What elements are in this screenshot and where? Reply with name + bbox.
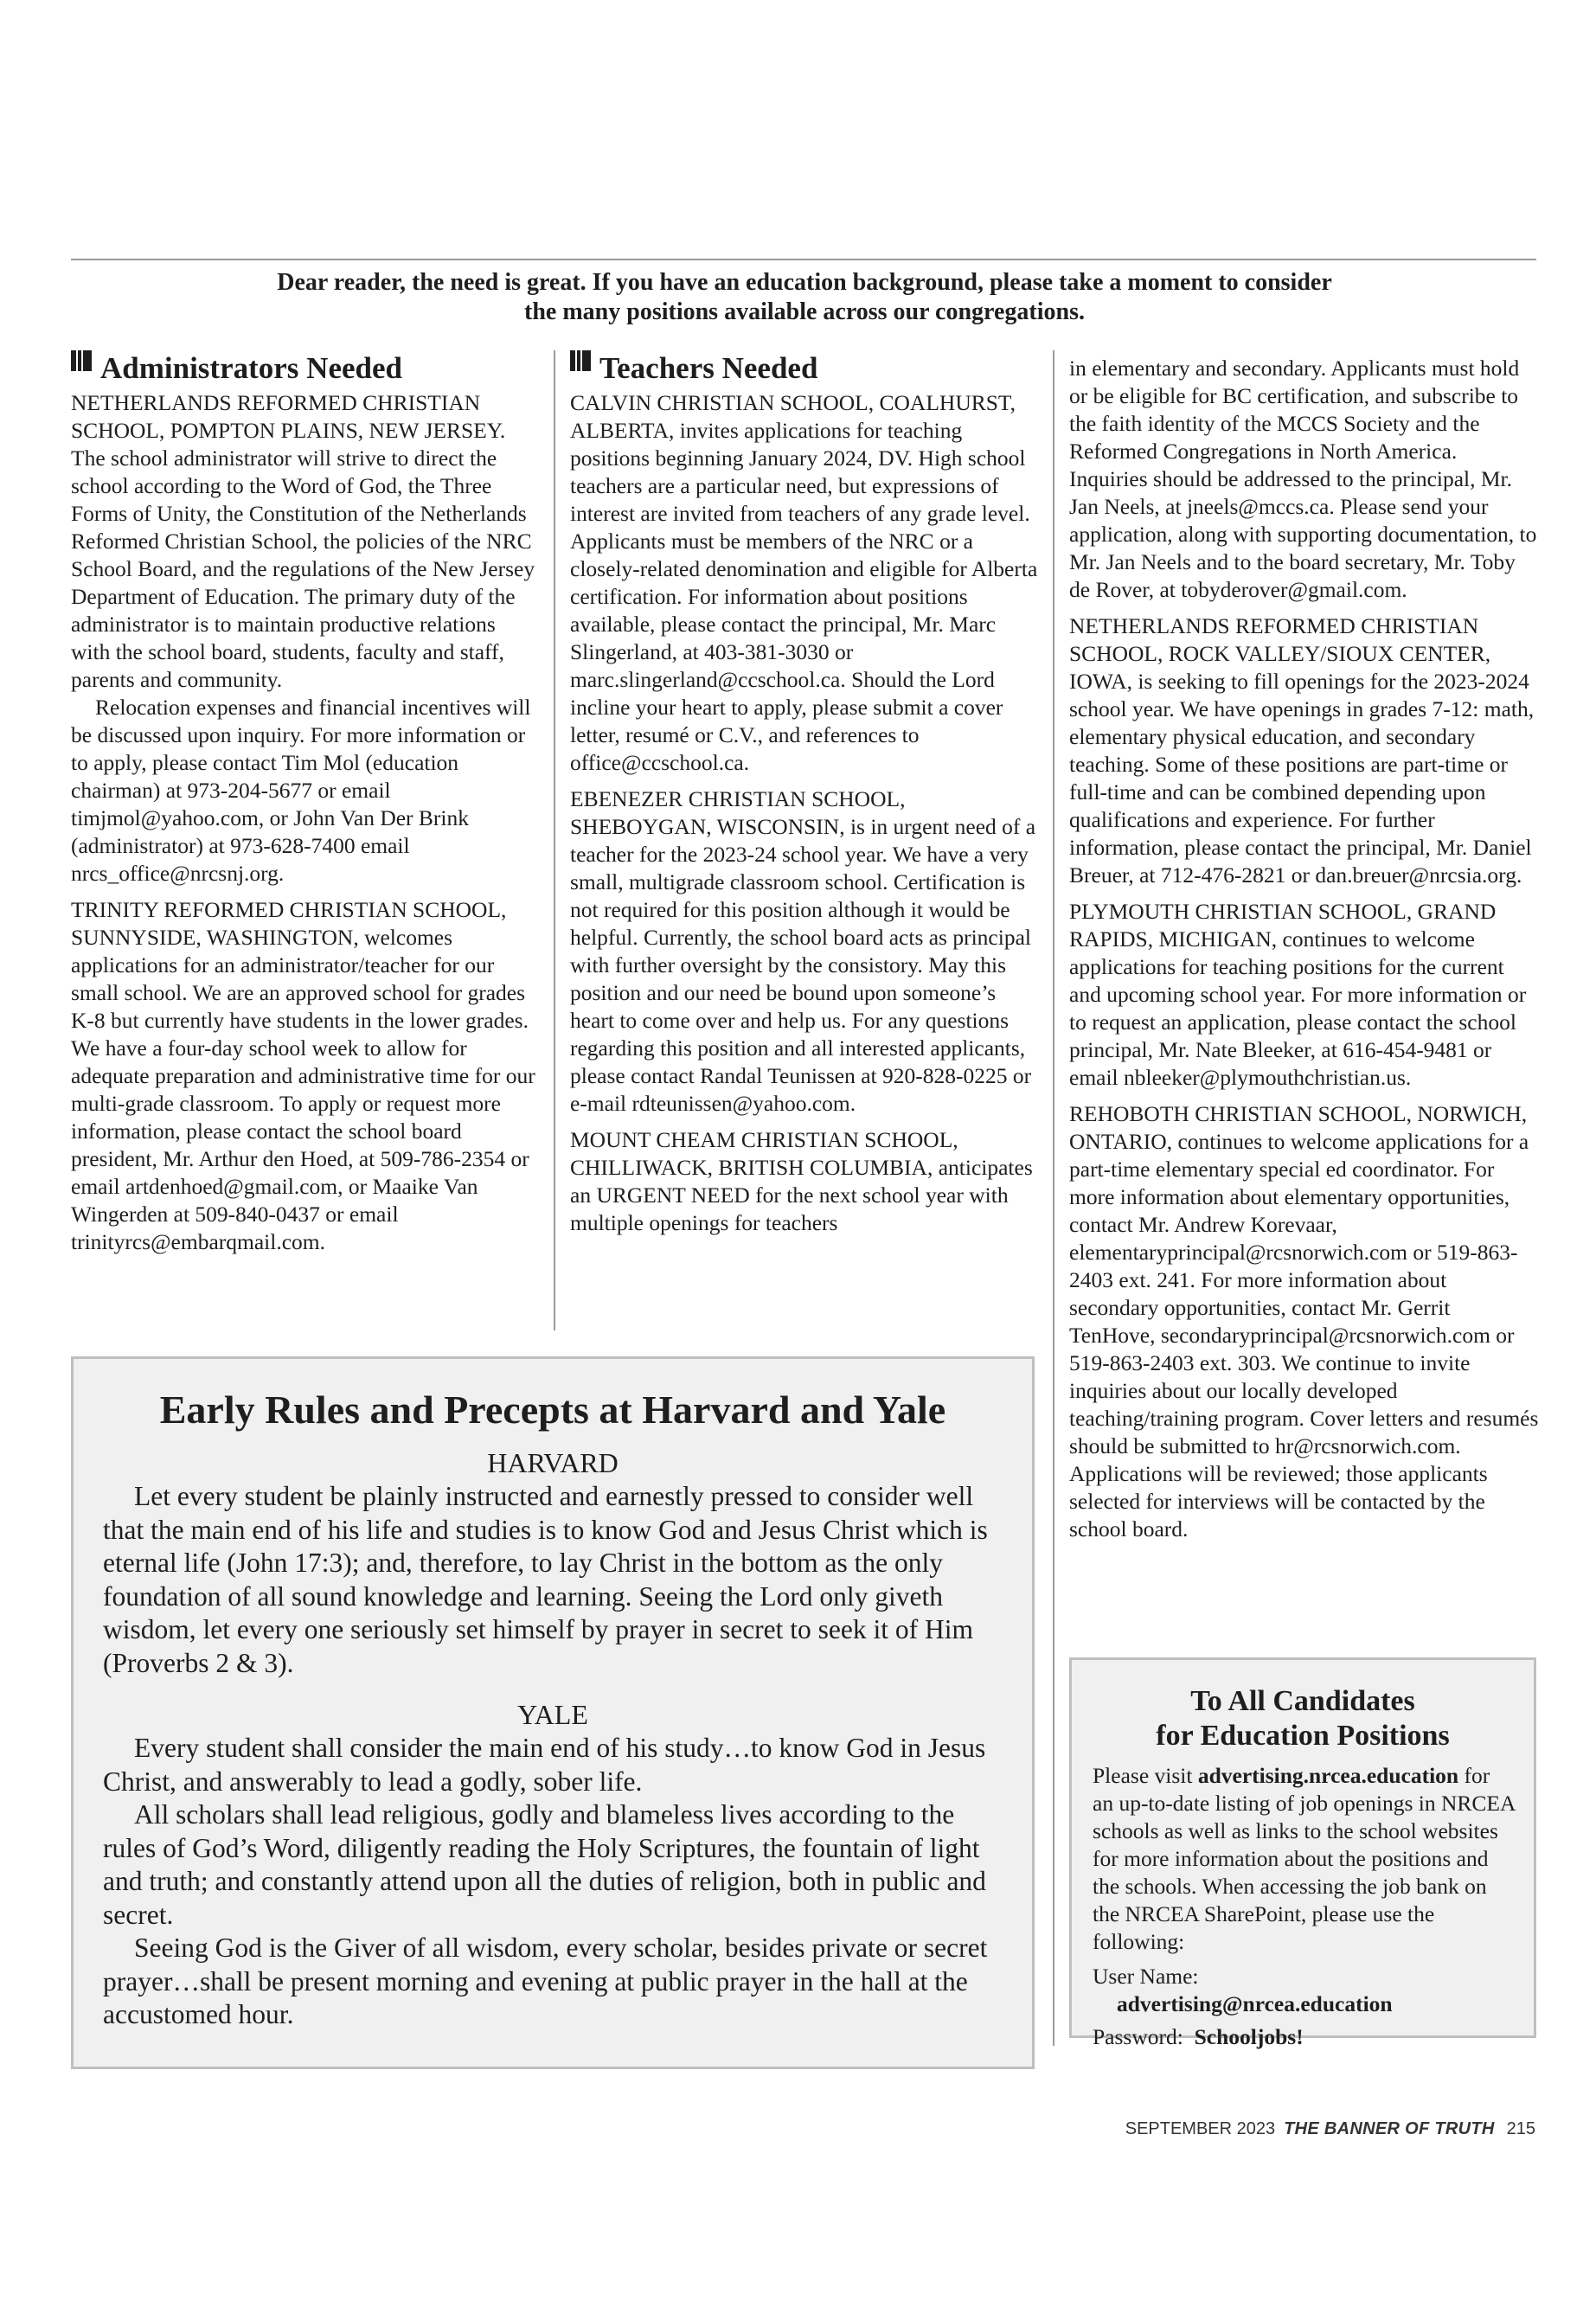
column-divider — [554, 350, 555, 1330]
yale-label: YALE — [517, 1699, 588, 1730]
listing-trinity — [71, 896, 538, 1256]
yale-text-block — [74, 1732, 1032, 2032]
teachers-heading — [570, 350, 1042, 387]
footer-page-number: 215 — [1506, 2119, 1535, 2138]
harvard-text: Let every student be plainly instructed and earnestly pressed to consider well that the main end of his life and studies is to know God and Jesus Christ which is eternal life (John 17:3); and, therefore, to lay Christ in the bottom as the only foundation of all sound knowledge and learning. Seeing the Lord only giveth wisdom, let every one seriously set himself by prayer in secret to seek it of Him (Proverbs 2 & 3). — [103, 1481, 988, 1678]
username-value — [1093, 1990, 1515, 2018]
listing-header: MOUNT CHEAM CHRISTIAN SCHOOL, CHILLIWACK, BRITISH COLUMBIA, — [570, 1127, 958, 1180]
administrators-heading-text: Administrators Needed — [100, 351, 402, 385]
password-label: Password: — [1093, 2024, 1183, 2049]
listing-rehoboth — [1069, 1100, 1541, 1543]
harvard-text-block — [74, 1480, 1032, 1680]
listing-plymouth — [1069, 898, 1541, 1092]
listing-ebenezer — [570, 785, 1042, 1118]
intro-notice — [156, 268, 1453, 327]
listing-netherlands-nj — [71, 389, 538, 694]
listing-header: PLYMOUTH CHRISTIAN SCHOOL, GRAND RAPIDS, MICHIGAN, — [1069, 899, 1497, 952]
username-label: User Name: — [1093, 1964, 1199, 1989]
rules-title: Early Rules and Precepts at Harvard and Yale — [159, 1388, 946, 1432]
administrators-column — [71, 350, 538, 1256]
listing-body: continues to welcome applications for a part-time elementary special ed coordinator. For more information about elementary opportunities, contact Mr. Andrew Korevaar, elementaryprincipal@rcsnorwich.com or 519-863-2403 ext. 241. For more information about secondary opportunities, contact Mr. Gerrit TenHove, secondaryprincipal@rcsnorwich.com or 519-863-2403 ext. 303. We continue to invite inquiries about our locally developed teaching/training program. Cover letters and resumés should be submitted to hr@rcsnorwich.com. Applications will be reviewed; those applicants selected for interviews will be contacted by the school board. — [1069, 1129, 1539, 1541]
password-row — [1093, 2023, 1515, 2051]
listing-body: The school administrator will strive to direct the school according to the Word of God, the Three Forms of Unity, the Constitution of the Netherlands Reformed Christian School, the policies of the NRC School Board, and the regulations of the New Jersey Department of Education. The primary duty of the administrator is to maintain productive relations with the school board, students, faculty and staff, parents and community. — [71, 445, 535, 692]
instructions-rest: for an up-to-date listing of job openings in NRCEA schools as well as links to the school websites for more information about the positions and the schools. When accessing the job bank on the NRCEA SharePoint, please use the following: — [1093, 1763, 1515, 1954]
job-bank-url[interactable]: advertising.nrcea.education — [1197, 1763, 1459, 1788]
listing-header: NETHERLANDS REFORMED CHRISTIAN SCHOOL, POMPTON PLAINS, NEW JERSEY. — [71, 390, 506, 443]
listing-body: invites applications for teaching positions beginning January 2024, DV. High school teachers are a particular need, but expressions of interest are invited from teachers of any grade level. Applicants must be members of the NRC or a closely-related denomination and eligible for Alberta certification. For information about positions available, please contact the principal, Mr. Marc Slingerland, at 403-381-3030 or marc.slingerland@ccschool.ca. Should the Lord incline your heart to apply, please submit a cover letter, resumé or C.V., and references to office@ccschool.ca. — [570, 418, 1038, 775]
candidates-text — [1072, 1753, 1534, 2051]
listing-netherlands-iowa — [1069, 612, 1541, 889]
footer-magazine-title: THE BANNER OF TRUTH — [1284, 2119, 1495, 2138]
listing-body: welcomes applications for an administrator/teacher for our small school. We are an approved school for grades K-8 but currently have students in the lower grades. We have a four-day school week to allow for adequate preparation and administrative time for our multi-grade classroom. To apply or request more information, please contact the school board president, Mr. Arthur den Hoed, at 509-786-2354 or email artdenhoed@gmail.com, or Maaike Van Wingerden at 509-840-0437 or email trinityrcs@embarqmail.com. — [71, 925, 535, 1254]
candidates-title-line-2: for Education Positions — [1156, 1720, 1450, 1752]
intro-line-1: Dear reader, the need is great. If you have an education background, please take a moment to consider — [277, 269, 1332, 296]
listing-body: anticipates an URGENT NEED for the next school year with multiple openings for teachers — [570, 1155, 1033, 1235]
username-value-text: advertising@nrcea.education — [1117, 1991, 1393, 2016]
page-footer — [1125, 2118, 1535, 2140]
listing-body: is seeking to fill openings for the 2023-2024 school year. We have openings in grades 7-12: math, elementary physical education, and secondary teaching. Some of these positions are part-time or full-time and can be combined depending upon qualifications and experience. For further information, please contact the principal, Mr. Daniel Breuer, at 712-476-2821 or dan.breuer@nrcsia.org. — [1069, 669, 1535, 888]
password-value: Schooljobs! — [1194, 2024, 1304, 2049]
listing-body: continues to welcome applications for teaching positions for the current and upcoming school year. For more information or to request an application, please contact the school principal, Mr. Nate Bleeker, at 616-454-9481 or email nbleeker@plymouthchristian.us. — [1069, 926, 1527, 1090]
candidates-instructions — [1093, 1762, 1515, 1956]
column-divider — [1053, 350, 1054, 2046]
yale-paragraph-3: Seeing God is the Giver of all wisdom, every scholar, besides private or secret prayer…shall be present morning and evening at public prayer in the hall at the accustomed hour. — [103, 1932, 988, 2029]
listing-calvin — [570, 389, 1042, 777]
teachers-heading-text: Teachers Needed — [599, 351, 818, 385]
top-rule — [71, 259, 1536, 260]
instructions-intro: Please visit — [1093, 1763, 1198, 1788]
listing-mount-cheam — [570, 1126, 1042, 1237]
listing-body: is in urgent need of a teacher for the 2023-24 school year. We have a very small, multigrade classroom school. Certification is not required for this position although it would be helpful. Currently, the school board acts as principal with further oversight by the consistory. May this position and our need be bound upon someone’s heart to come over and help us. For any questions regarding this position and all interested applicants, please contact Randal Teunissen at 920-828-0225 or e-mail rdteunissen@yahoo.com. — [570, 814, 1036, 1116]
listing-header: CALVIN CHRISTIAN SCHOOL, COALHURST, ALBERTA, — [570, 390, 1016, 443]
listing-header: TRINITY REFORMED CHRISTIAN SCHOOL, SUNNYSIDE, WASHINGTON, — [71, 897, 507, 950]
section-bars-icon — [71, 350, 93, 371]
footer-issue: SEPTEMBER 2023 — [1125, 2119, 1276, 2138]
listing-header: REHOBOTH CHRISTIAN SCHOOL, NORWICH, ONTARIO, — [1069, 1101, 1528, 1154]
administrators-heading — [71, 350, 538, 387]
candidates-title-line-1: To All Candidates — [1190, 1685, 1415, 1717]
teachers-continued-column — [1069, 355, 1541, 1543]
listing-mount-cheam-continued: in elementary and secondary. Applicants must hold or be eligible for BC certification, and subscribe to the faith identity of the MCCS Society and the Reformed Congregations in North America. Inquiries should be addressed to the principal, Mr. Jan Neels, at jneels@mccs.ca. Please send your application, along with supporting documentation, to Mr. Jan Neels and to the board secretary, Mr. Toby de Rover, at tobyderover@gmail.com. — [1069, 356, 1537, 602]
yale-paragraph-2: All scholars shall lead religious, godly and blameless lives according to the rules of God’s Word, diligently reading the Holy Scriptures, the fountain of light and truth; and constantly attend upon all the duties of religion, both in public and secret. — [103, 1799, 986, 1930]
yale-paragraph-1: Every student shall consider the main end of his study…to know God in Jesus Christ, and answerably to lead a godly, sober life. — [103, 1733, 986, 1797]
intro-line-2: the many positions available across our congregations. — [524, 298, 1085, 325]
listing-header: EBENEZER CHRISTIAN SCHOOL, SHEBOYGAN, WISCONSIN, — [570, 786, 906, 839]
listing-paragraph: Relocation expenses and financial incentives will be discussed upon inquiry. For more information or to apply, please contact Tim Mol (education chairman) at 973-204-5677 or email timjmol@yahoo.com, or John Van Der Brink (administrator) at 973-628-7400 email nrcs_office@nrcsnj.org. — [71, 695, 531, 886]
candidates-title — [1072, 1684, 1534, 1753]
section-bars-icon — [570, 350, 593, 371]
harvard-label: HARVARD — [487, 1447, 619, 1478]
teachers-column — [570, 350, 1042, 1237]
listing-header: NETHERLANDS REFORMED CHRISTIAN SCHOOL, ROCK VALLEY/SIOUX CENTER, IOWA, — [1069, 613, 1491, 694]
candidates-box — [1069, 1657, 1536, 2049]
rules-box — [71, 1356, 1035, 2069]
